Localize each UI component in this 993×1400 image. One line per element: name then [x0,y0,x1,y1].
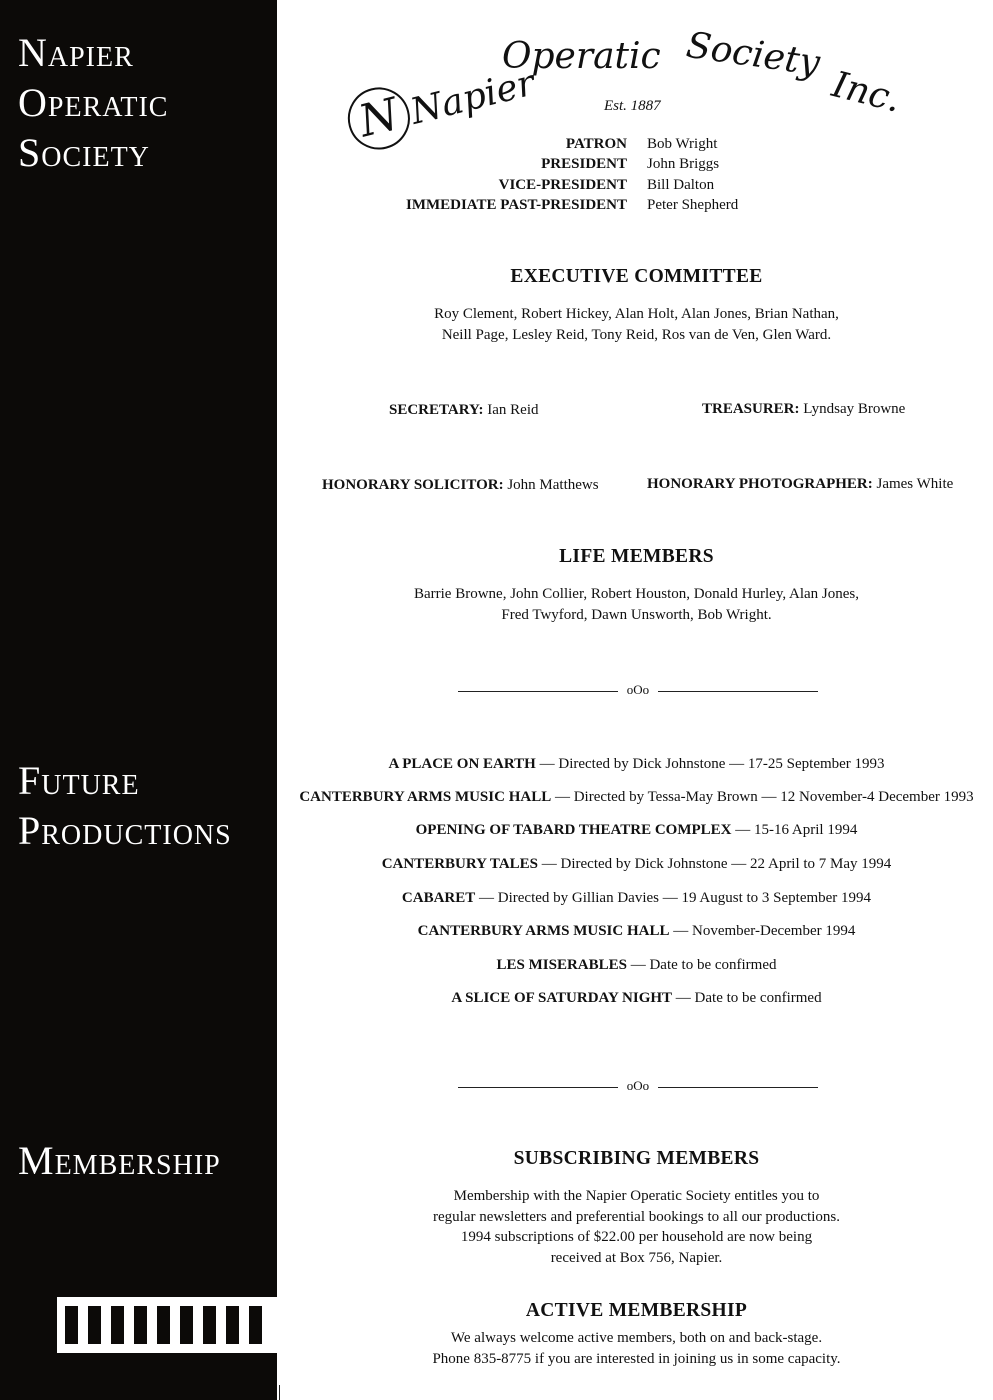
honorary-photographer [647,476,953,493]
production-title: OPENING OF TABARD THEATRE COMPLEX [415,822,732,838]
officer-row [380,175,840,195]
barcode-bar [88,1306,101,1344]
secretary-name: Ian Reid [487,402,539,418]
secretary-label: SECRETARY: [389,402,484,418]
treasurer [702,401,905,418]
production-detail: — November-December 1994 [673,923,856,939]
production-item [280,923,993,940]
production-item [280,957,993,974]
barcode-bar [157,1306,170,1344]
officer-role: PRESIDENT [541,156,627,173]
officer-name: John Briggs [647,156,720,173]
membership-heading-line: Membership [18,1138,221,1183]
production-detail: — Directed by Gillian Davies — 19 August to 3 September 1994 [479,890,872,906]
production-title: CABARET [401,890,476,906]
executive-committee-members [280,304,993,345]
production-title: LES MISERABLES [496,957,627,973]
honorary-solicitor [322,477,599,494]
text-line: regular newsletters and preferential bookings to all our productions. [433,1208,840,1225]
logo-word [502,36,661,77]
sidebar [0,0,277,1400]
society-heading-line: Operatic [18,80,169,125]
society-heading [18,28,168,178]
logo-word: NNapier [341,50,540,156]
text-line: received at Box 756, Napier. [550,1249,723,1266]
barcode-bar [226,1306,239,1344]
barcode-bar [249,1306,262,1344]
member-line: Fred Twyford, Dawn Unsworth, Bob Wright. [501,606,772,623]
established-date: Est. 1887 [604,98,661,114]
text-line: 1994 subscriptions of $22.00 per household are now being [460,1229,813,1245]
officer-row [380,134,840,154]
production-detail: — Date to be confirmed [630,957,777,973]
executive-committee-title: EXECUTIVE COMMITTEE [510,266,763,287]
barcode-bar [203,1306,216,1344]
officers-list [380,134,840,215]
logo-word [684,25,823,84]
barcode-bar [180,1306,193,1344]
active-membership-text [280,1328,993,1369]
subscribing-members-title: SUBSCRIBING MEMBERS [513,1148,760,1169]
scan-edge-line [279,1385,280,1400]
member-line: Barrie Browne, John Collier, Robert Houston, Donald Hurley, Alan Jones, [413,586,860,602]
text-line: We always welcome active members, both on and back-stage. [450,1330,823,1346]
officer-role: PATRON [565,136,627,152]
officer-name: Bob Wright [647,136,718,152]
solicitor-label: HONORARY SOLICITOR: [322,477,504,493]
production-detail: — Date to be confirmed [675,990,822,1006]
membership-heading [18,1136,221,1186]
future-heading-line: Future [18,758,140,803]
subscribing-members-text [280,1186,993,1268]
text-line: Membership with the Napier Operatic Society entitles you to [453,1188,820,1204]
subscribing-members-section [280,1148,993,1268]
officer-role: IMMEDIATE PAST-PRESIDENT [405,196,627,213]
production-item [280,756,993,773]
section-divider [458,1080,818,1094]
production-title: A PLACE ON EARTH [388,756,536,772]
active-membership-section [280,1300,993,1369]
photographer-name: James White [876,476,954,492]
society-heading-line: Napier [18,30,134,75]
production-title: CANTERBURY ARMS MUSIC HALL [299,789,552,805]
future-productions-heading [18,756,232,856]
society-heading-line: Society [18,130,150,175]
barcode-bar [134,1306,147,1344]
officer-name: Bill Dalton [647,176,715,193]
officer-row [380,195,840,215]
divider-rule [658,1087,818,1088]
active-membership-title: ACTIVE MEMBERSHIP [525,1300,748,1321]
treasurer-name: Lyndsay Browne [803,401,906,417]
section-divider [458,684,818,698]
production-item [280,990,993,1007]
production-item [280,822,993,839]
barcode-bar [65,1306,78,1344]
production-detail: — Directed by Dick Johnstone — 22 April to 7 May 1994 [541,856,892,872]
barcode-bar [111,1306,124,1344]
logo-word [828,64,905,120]
barcode-graphic [57,1297,277,1353]
production-item [280,890,993,907]
production-title: CANTERBURY ARMS MUSIC HALL [417,923,670,939]
logo-word-text: Inc. [828,64,905,121]
production-title: CANTERBURY TALES [381,856,539,872]
officer-row [380,154,840,174]
logo-word-text: Society [683,24,823,85]
executive-committee-section [280,266,993,345]
member-line: Neill Page, Lesley Reid, Tony Reid, Ros van de Ven, Glen Ward. [441,326,832,343]
officer-name: Peter Shepherd [647,196,739,213]
text-line: Phone 835-8775 if you are interested in joining us in some capacity. [432,1350,841,1367]
production-item [280,856,993,873]
treasurer-label: TREASURER: [702,401,800,417]
production-item [280,789,993,806]
member-line: Roy Clement, Robert Hickey, Alan Holt, Alan Jones, Brian Nathan, [434,306,839,322]
logo-word-text: Operatic [502,36,661,77]
production-detail: — Directed by Tessa-May Brown — 12 November-4 December 1993 [554,789,974,805]
divider-ornament: oOo [626,682,650,697]
secretary [389,402,538,419]
officer-role: VICE-PRESIDENT [498,176,627,193]
production-detail: — 15-16 April 1994 [735,822,858,838]
life-members-section [280,546,993,625]
production-detail: — Directed by Dick Johnstone — 17-25 September 1993 [539,756,885,772]
life-members-title: LIFE MEMBERS [559,546,714,567]
photographer-label: HONORARY PHOTOGRAPHER: [647,476,873,492]
logo-word-text: Napier [406,62,539,133]
divider-ornament: oOo [626,1078,650,1093]
solicitor-name: John Matthews [507,477,599,493]
future-heading-line: Productions [18,808,232,853]
society-logo [346,24,926,150]
divider-rule [658,691,818,692]
life-members-list [280,584,993,625]
production-title: A SLICE OF SATURDAY NIGHT [451,990,673,1006]
